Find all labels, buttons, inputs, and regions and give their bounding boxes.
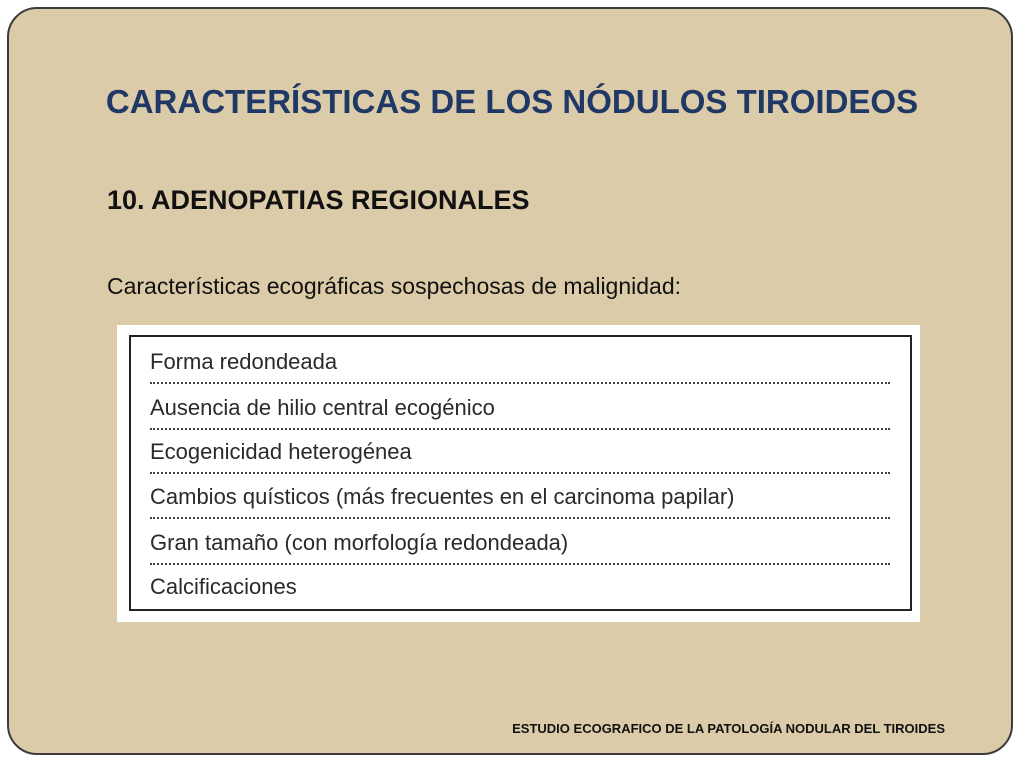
table-row: Ecogenicidad heterogénea (150, 429, 890, 474)
slide-panel (7, 7, 1013, 755)
table-row: Gran tamaño (con morfología redondeada) (150, 520, 890, 565)
section-heading: 10. ADENOPATIAS REGIONALES (107, 185, 530, 215)
table-row: Calcificaciones (150, 574, 297, 599)
table-frame (129, 335, 912, 611)
table-row: Cambios quísticos (más frecuentes en el carcinoma papilar) (150, 474, 890, 519)
table-row: Ausencia de hilio central ecogénico (150, 385, 890, 430)
table-row: Forma redondeada (150, 339, 890, 384)
footer-text: ESTUDIO ECOGRAFICO DE LA PATOLOGÍA NODULAR DEL TIROIDES (512, 721, 945, 736)
malignancy-features-table-image (117, 325, 920, 622)
slide-title: CARACTERÍSTICAS DE LOS NÓDULOS TIROIDEOS (105, 83, 919, 120)
intro-text: Características ecográficas sospechosas de malignidad: (107, 273, 682, 299)
